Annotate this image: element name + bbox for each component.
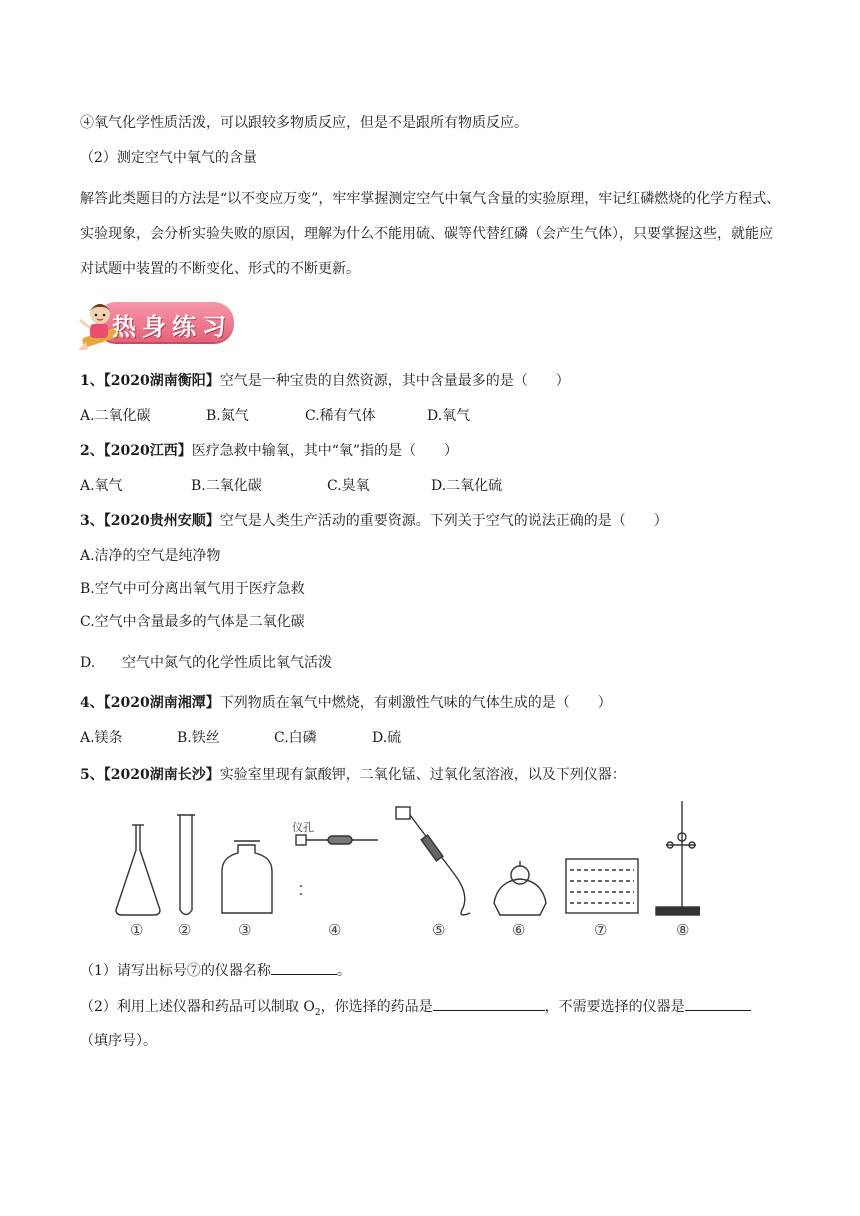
q5-sub1 (80, 960, 351, 980)
q4-option-c[interactable]: C.白磷 (274, 730, 317, 746)
q2-source: 【2020江西】 (103, 443, 192, 459)
q4-stem: 下列物质在氧气中燃烧，有刺激性气味的气体生成的是（ ） (219, 695, 612, 711)
q3-option-c[interactable]: C.空气中含量最多的气体是二氧化碳 (80, 614, 305, 630)
q5-sub2-tail: （填序号）。 (80, 1033, 157, 1049)
q3-number: 3、 (80, 513, 104, 529)
q3-option-d-letter: D. (80, 655, 96, 671)
q5-sub1-blank[interactable] (271, 960, 337, 975)
q1-options (80, 405, 470, 425)
lab-apparatus-figure (110, 795, 700, 945)
iron-stand-icon (656, 801, 700, 915)
q5-sub1-end: 。 (336, 963, 351, 979)
section-heading: （2）测定空气中氧气的含量 (80, 150, 257, 166)
q1-option-d[interactable]: D.氧气 (427, 408, 471, 424)
apparatus-label-6: ⑥ (512, 921, 526, 939)
q2-options (80, 475, 502, 495)
question-3 (80, 510, 668, 530)
q3-option-a[interactable]: A.洁净的空气是纯净物 (80, 548, 221, 564)
q4-option-d[interactable]: D.硫 (372, 730, 402, 746)
q2-option-a[interactable]: A.氧气 (80, 478, 123, 494)
test-tube-icon (177, 815, 195, 915)
apparatus-text: 仪孔 (292, 821, 314, 834)
q5-sub2-subscript: 2 (314, 1007, 321, 1018)
q5-sub2-text: （2）利用上述仪器和药品可以制取 O (80, 999, 315, 1015)
apparatus-label-8: ⑧ (676, 921, 690, 939)
delivery-tube-icon (396, 807, 470, 915)
apparatus-label-1: ① (130, 921, 144, 939)
apparatus-label-2: ② (178, 921, 192, 939)
question-1 (80, 370, 570, 390)
alcohol-lamp-icon (494, 861, 546, 915)
conical-flask-icon (116, 825, 160, 915)
water-trough-icon (566, 859, 638, 913)
q2-stem: 医疗急救中输氧，其中“氧”指的是（ ） (191, 443, 459, 459)
q4-source: 【2020湖南湘潭】 (103, 695, 220, 711)
q3-option-b[interactable]: B.空气中可分离出氧气用于医疗急救 (80, 581, 305, 597)
q2-number: 2、 (80, 443, 104, 459)
question-4 (80, 692, 612, 712)
q1-number: 1、 (80, 373, 104, 389)
question-5 (80, 764, 626, 784)
q4-options (80, 727, 401, 747)
apparatus-label-5: ⑤ (432, 921, 446, 939)
q5-source: 【2020湖南长沙】 (103, 767, 220, 783)
q1-option-a[interactable]: A.二氧化碳 (80, 408, 151, 424)
q5-sub2-text-c: ，不需要选择的仪器是 (544, 999, 685, 1015)
q1-source: 【2020湖南衡阳】 (103, 373, 220, 389)
q4-number: 4、 (80, 695, 104, 711)
q3-source: 【2020贵州安顺】 (103, 513, 220, 529)
intro-paragraph: 解答此类题目的方法是“以不变应万变”，牢牢掌握测定空气中氧气含量的实验原理，牢记红磷燃烧的化学方程式、实验现象，会分析实验失败的原因，理解为什么不能用硫、碳等代替红磷（会产生气体），只要掌握这些，就能应对试题中装置的不断变化、形式的不断更新。 (80, 191, 781, 277)
q4-option-b[interactable]: B.铁丝 (177, 730, 220, 746)
q5-number: 5、 (80, 767, 104, 783)
apparatus-label-4: ④ (328, 921, 342, 939)
q5-stem: 实验室里现有氯酸钾，二氧化锰、过氧化氢溶液，以及下列仪器： (219, 767, 626, 783)
q1-option-c[interactable]: C.稀有气体 (305, 408, 376, 424)
gas-collecting-bottle-icon (222, 841, 272, 913)
warmup-banner (76, 298, 234, 356)
q2-option-c[interactable]: C.臭氧 (327, 478, 370, 494)
q5-drug-blank[interactable] (433, 996, 545, 1011)
q5-instrument-blank[interactable] (685, 996, 751, 1011)
q5-sub2-text-b: ，你选择的药品是 (320, 999, 433, 1015)
intro-line-1: ④氧气化学性质活泼，可以跟较多物质反应，但是不是跟所有物质反应。 (80, 115, 528, 131)
stopper-tube-icon (296, 835, 378, 895)
q5-sub1-text: （1）请写出标号⑦的仪器名称 (80, 963, 271, 979)
apparatus-label-3: ③ (238, 921, 252, 939)
q1-stem: 空气是一种宝贵的自然资源，其中含量最多的是（ ） (219, 373, 570, 389)
q3-option-d-text: 空气中氮气的化学性质比氧气活泼 (122, 655, 332, 671)
q5-sub2 (80, 996, 751, 1018)
apparatus-label-7: ⑦ (594, 921, 608, 939)
question-2 (80, 440, 458, 460)
banner-title: 热身练习 (112, 313, 232, 341)
q2-option-b[interactable]: B.二氧化碳 (191, 478, 262, 494)
q1-option-b[interactable]: B.氮气 (206, 408, 249, 424)
q4-option-a[interactable]: A.镁条 (80, 730, 123, 746)
q2-option-d[interactable]: D.二氧化硫 (431, 478, 503, 494)
q3-option-d[interactable] (80, 652, 332, 672)
q3-stem: 空气是人类生产活动的重要资源。下列关于空气的说法正确的是（ ） (219, 513, 668, 529)
